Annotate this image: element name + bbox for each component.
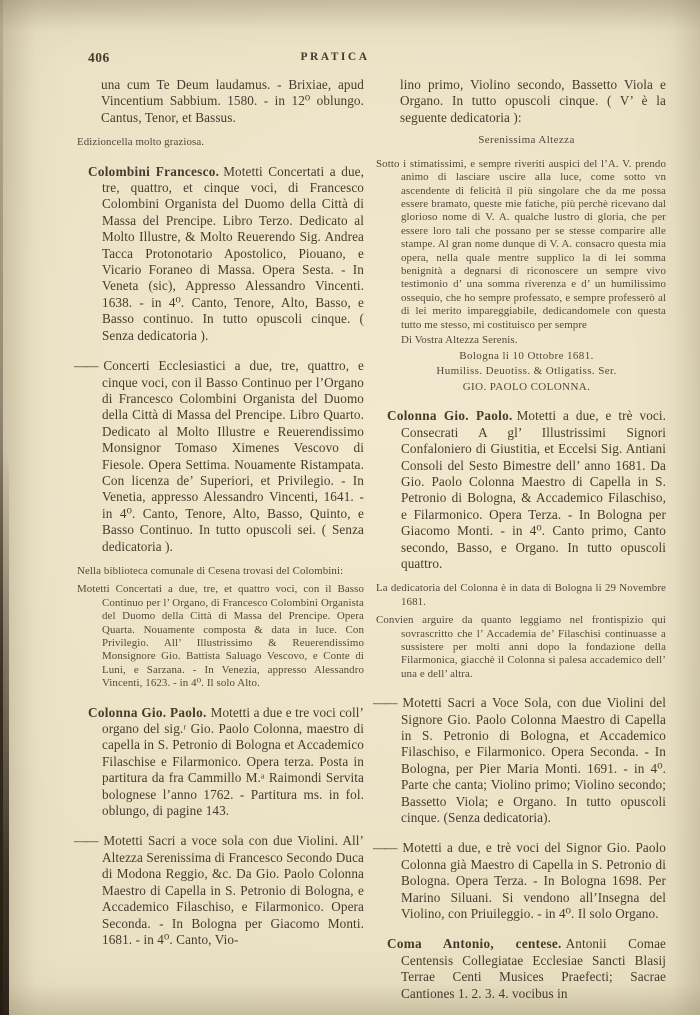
entry-text: Motetti a due, e trè voci. Consecrati A gl’ Illustrissimi Signori Confaloniero di Giustitia, et Eccelsi Sig. Antiani Consoli del Sesto Bimestre dell’ anno 1681. Da Gio. Paolo Colonna Maestro di Capella in S. Petronio di Bologna, & Accademico Filaschiso, e Filarmonico. Opera Terza. - In Bologna per Giacomo Monti. - in 4⁰. Canto primo, Canto secondo, Basso, e Organo. In tutto opuscoli quattro.: [401, 408, 667, 571]
catalog-subentry: [74, 358, 364, 555]
text: Motetti Sacri a Voce Sola, con due Violini del Signore Gio. Paolo Colonna Maestro di Capella in S. Petronio di Bologna, et Accademico Filaschiso, e Filarmonico. Opera Seconda. - In Bologna, per Pier Maria Monti. 1691. - in 4⁰. Parte che canta; Violino primo; Violino secondo; Bassetto Viola; e Organo. In tutto opuscoli cinque. (Senza dedicatoria).: [401, 695, 666, 826]
entry-heading: Colonna Gio. Paolo.: [387, 408, 513, 424]
right-column: [373, 77, 667, 1002]
left-column: [74, 77, 364, 1002]
text: Nella biblioteca comunale di Cesena trovasi del Colombini:: [77, 564, 344, 577]
dedication-dateline: [387, 350, 666, 364]
dedication-signature: [387, 381, 666, 395]
page-header: [0, 50, 700, 68]
text: Bologna li 10 Ottobre 1681.: [459, 349, 594, 362]
subentry-dash: ——: [74, 358, 97, 374]
text: Convien arguire da quanto leggiamo nel frontispizio qui sovrascritto che l’ Accademia de’ Filaschisi continuasse a sussistere per molti anni dopo la fondazione della Filarmonica, giacchè il Colonna si palesa accademico dell’ una e dell’ altra.: [376, 614, 666, 680]
entry-heading: Coma Antonio, centese.: [387, 936, 562, 952]
dedication-closing: [401, 334, 666, 347]
text: Motetti Concertati a due, tre, et quattro voci, con il Basso Continuo per l’ Organo, di Francesco Colombini Organista del Duomo della Città di Massa del Prencipe. Opera Quarta. Nouamente composta & data in luce. Con Privilegio. All’ Illustrissimo & Reuerendissimo Monsignore Gio. Battista Saluago Vescovo, e Conte di Luni, e Sarzana. - In Venezia, appresso Alessandro Vincenti, 1623. - in 4⁰. Il solo Alto.: [77, 583, 364, 690]
catalog-entry: [88, 164, 364, 344]
entry-text: Motetti Concertati a due, tre, quattro, et cinque voci, di Francesco Colombini Organista del Duomo della Città di Massa del Prencipe. Libro Terzo. Dedicato al Molto Illustre, & Molto Reuerendo Sig. Andrea Tacca Protonotario Apostolico, Piouano, e Vicario Foraneo di Massa. Opera Sesta. - In Veneta (sic), Appresso Alessandro Vincenti. 1638. - in 4⁰. Canto, Tenore, Alto, Basso, e Basso continuo. In tutto opuscoli cinque. ( Senza dedicatoria ).: [102, 163, 364, 343]
continuation-paragraph: [400, 77, 666, 126]
catalog-subentry: [373, 840, 666, 922]
scan-edge-shadow: [0, 447, 9, 1015]
text: Humiliss. Deuotiss. & Otligatiss. Ser.: [436, 365, 617, 378]
page-number: 406: [88, 50, 110, 65]
two-column-text: [74, 77, 667, 1002]
text: La dedicatoria del Colonna è in data di Bologna li 29 Novembre 1681.: [376, 582, 666, 608]
annotation: [376, 614, 666, 681]
catalog-subentry: [373, 695, 666, 826]
text: Sotto i stimatissimi, e sempre riveriti auspici del l’A. V. prendo animo di lasciare uscire alla luce, come sotto vn ascendente di felicità il più singolare che da me possa essere bramato, queste mie fatiche, più perchè ricevano dal glorioso nome di V. A. qualche lustro di gloria, che per essere loro tali che possano per se stesse comparire alle stampe. Al gran nome dunque di V. A. consacro questa mia opera, nella quale mentre supplico la di lei somma benignità a degnarsi di riconoscere un sempre vivo testimonio d’ una somma riverenza e d’ un humilissimo ossequio, che ho sempre professato, e sempre professerò al di lei merito impareggiabile, dedicandomele con questa tutto me stesso, mi costituisco per sempre: [376, 157, 666, 331]
entry-heading: Colombini Francesco.: [88, 163, 220, 179]
dedication-heading: [387, 134, 666, 148]
catalog-subentry: [74, 833, 364, 948]
text: Serenissima Altezza: [478, 134, 575, 147]
running-title: PRATICA: [300, 51, 370, 63]
text: Di Vostra Altezza Serenis.: [401, 334, 518, 347]
dedication-signoff: [387, 365, 666, 379]
text: Edizioncella molto graziosa.: [77, 136, 205, 149]
annotation: [77, 583, 364, 690]
text: Concerti Ecclesiastici a due, tre, quattro, e cinque voci, con il Basso Continuo per l’Organo di Francesco Colombini Organista del Duomo della Città di Massa del Prencipe. Libro Quarto. Dedicato al Molto Illustre e Reuerendissimo Monsignor Tomaso Ximenes Vescovo di Fiesole. Opera Settima. Nouamente Ristampata. Con licenza de’ Superiori, et Privilegio. - In Venetia, appresso Alessandro Vincenti, 1641. - in 4⁰. Canto, Tenore, Alto, Basso, Quinto, e Basso Continuo. In tutto opuscoli sei. ( Senza dedicatoria ).: [102, 358, 364, 554]
subentry-dash: ——: [373, 840, 396, 856]
annotation: [77, 136, 364, 149]
text: Motetti Sacri a voce sola con due Violini. All’ Altezza Serenissima di Francesco Secondo Duca di Modona Reggio, &c. Da Gio. Paolo Colonna Maestro di Capella in S. Petronio di Bologna, e Accademico Filaschiso, e Filarmonico. Opera Seconda. - In Bologna per Giacomo Monti. 1681. - in 4⁰. Canto, Vio-: [102, 833, 364, 947]
entry-text: Motetti a due e tre voci coll’ organo del sig.ʳ Gio. Paolo Colonna, maestro di capella in S. Petronio di Bologna et Accademico Filaschise e Filarmonico. Opera terza. Posta in partitura da fra Cammillo M.ᵃ Raimondi Servita bolognese l’anno 1762. - Partitura ms. in fol. oblungo, di pagine 143.: [102, 704, 364, 819]
annotation: [376, 582, 666, 609]
text: una cum Te Deum laudamus. - Brixiae, apud Vincentium Sabbium. 1580. - in 12⁰ oblungo. Cantus, Tenor, et Bassus.: [101, 77, 364, 125]
catalog-entry: [88, 705, 364, 820]
entry-text: Antonii Comae Centensis Collegiatae Ecclesiae Sancti Blasij Terrae Centi Musices Praefecti; Sacrae Cantiones 1. 2. 3. 4. vocibus in: [401, 936, 666, 1001]
catalog-entry: [387, 936, 666, 1002]
dedication-text: [376, 158, 666, 332]
annotation: [77, 565, 364, 578]
continuation-paragraph: [101, 77, 364, 126]
text: Motetti a due, e trè voci del Signor Gio. Paolo Colonna già Maestro di Capella in S. Petronio di Bologna. Opera Terza. - In Bologna 1698. Per Marino Siluani. Si vendono all’Insegna del Violino, con Priuileggio. - in 4⁰. Il solo Organo.: [401, 840, 666, 922]
entry-heading: Colonna Gio. Paolo.: [88, 704, 207, 720]
text: GIO. PAOLO COLONNA.: [462, 380, 591, 393]
catalog-entry: [387, 408, 666, 572]
subentry-dash: ——: [373, 695, 396, 711]
subentry-dash: ——: [74, 833, 97, 849]
text: lino primo, Violino secondo, Bassetto Viola e Organo. In tutto opuscoli cinque. ( V’ è la seguente dedicatoria ):: [400, 77, 666, 125]
